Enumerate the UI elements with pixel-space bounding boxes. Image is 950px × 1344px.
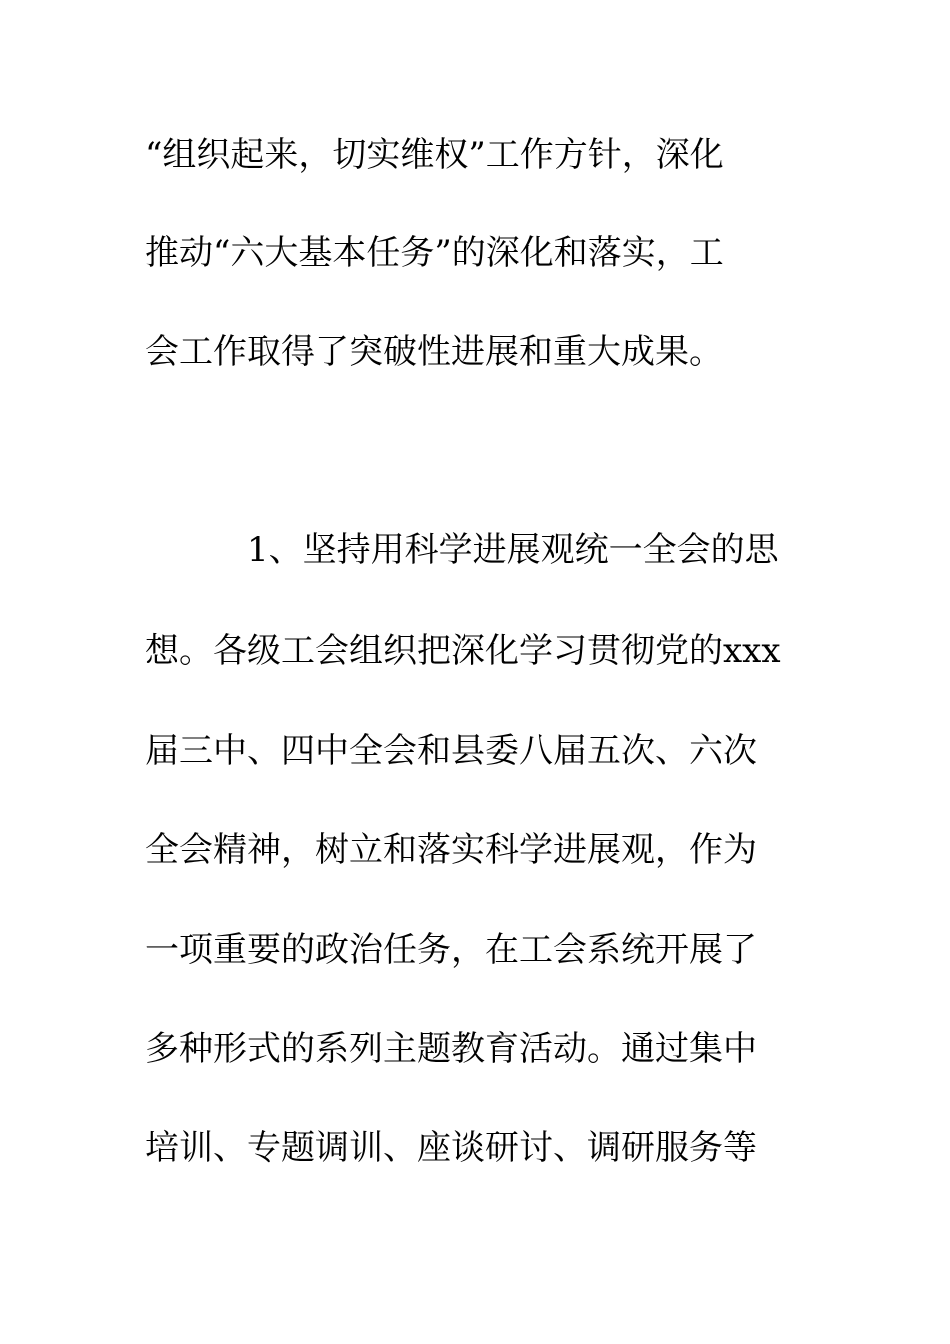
text-line: 培训、专题调训、座谈研讨、调研服务等: [145, 1128, 757, 1168]
text-line: 想。各级工会组织把深化学习贯彻党的xxx: [145, 631, 781, 671]
text-line: 全会精神，树立和落实科学进展观，作为: [145, 830, 757, 870]
text-line: 届三中、四中全会和县委八届五次、六次: [145, 731, 757, 771]
text-line: “组织起来，切实维权”工作方针，深化: [145, 135, 724, 175]
text-line: 推动“六大基本任务”的深化和落实，工: [145, 233, 724, 273]
text-line: 1、坚持用科学进展观统一全会的思: [247, 530, 779, 570]
text-line: 多种形式的系列主题教育活动。通过集中: [145, 1029, 757, 1069]
text-line: 一项重要的政治任务，在工会系统开展了: [145, 930, 757, 970]
text-line: 会工作取得了突破性进展和重大成果。: [145, 332, 723, 372]
